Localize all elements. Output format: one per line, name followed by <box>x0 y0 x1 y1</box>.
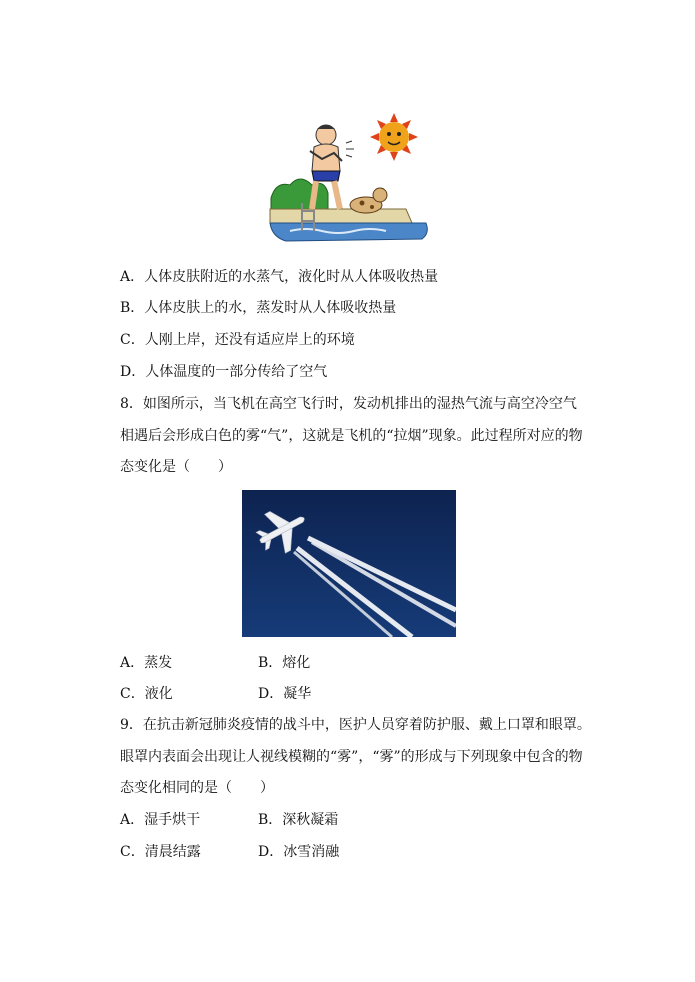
q7-option-a: A．人体皮肤附近的水蒸气，液化时从人体吸收热量 <box>120 269 439 285</box>
q9-stem-line-1: 9．在抗击新冠肺炎疫情的战斗中，医护人员穿着防护服、戴上口罩和眼罩。 <box>120 717 591 733</box>
q7-option-c: C．人刚上岸，还没有适应岸上的环境 <box>120 332 355 348</box>
q9-option-b: B．深秋凝霜 <box>258 812 339 828</box>
q8-stem-line-2: 相遇后会形成白色的雾“气”，这就是飞机的“拉烟”现象。此过程所对应的物 <box>120 428 583 444</box>
q9-stem-line-2: 眼罩内表面会出现让人视线模糊的“雾”，“雾”的形成与下列现象中包含的物 <box>120 749 583 765</box>
airplane-contrail-photo <box>242 490 456 637</box>
q8-option-d: D．凝华 <box>258 686 312 702</box>
q8-stem-line-1: 8．如图所示，当飞机在高空飞行时，发动机排出的湿热气流与高空冷空气 <box>120 396 577 412</box>
q8-option-c: C．液化 <box>120 686 173 702</box>
q8-option-b: B．熔化 <box>258 655 311 671</box>
q9-stem-line-3: 态变化相同的是（ ） <box>120 780 274 796</box>
q9-option-a: A．湿手烘干 <box>120 812 201 828</box>
q8-option-a: A．蒸发 <box>120 655 173 671</box>
q9-option-d: D．冰雪消融 <box>258 844 340 860</box>
swimmer-sun-illustration <box>266 113 432 248</box>
q8-stem-line-3: 态变化是（ ） <box>120 459 232 475</box>
q7-option-b: B．人体皮肤上的水，蒸发时从人体吸收热量 <box>120 300 397 316</box>
q9-option-c: C．清晨结露 <box>120 844 201 860</box>
q7-option-d: D．人体温度的一部分传给了空气 <box>120 364 328 380</box>
